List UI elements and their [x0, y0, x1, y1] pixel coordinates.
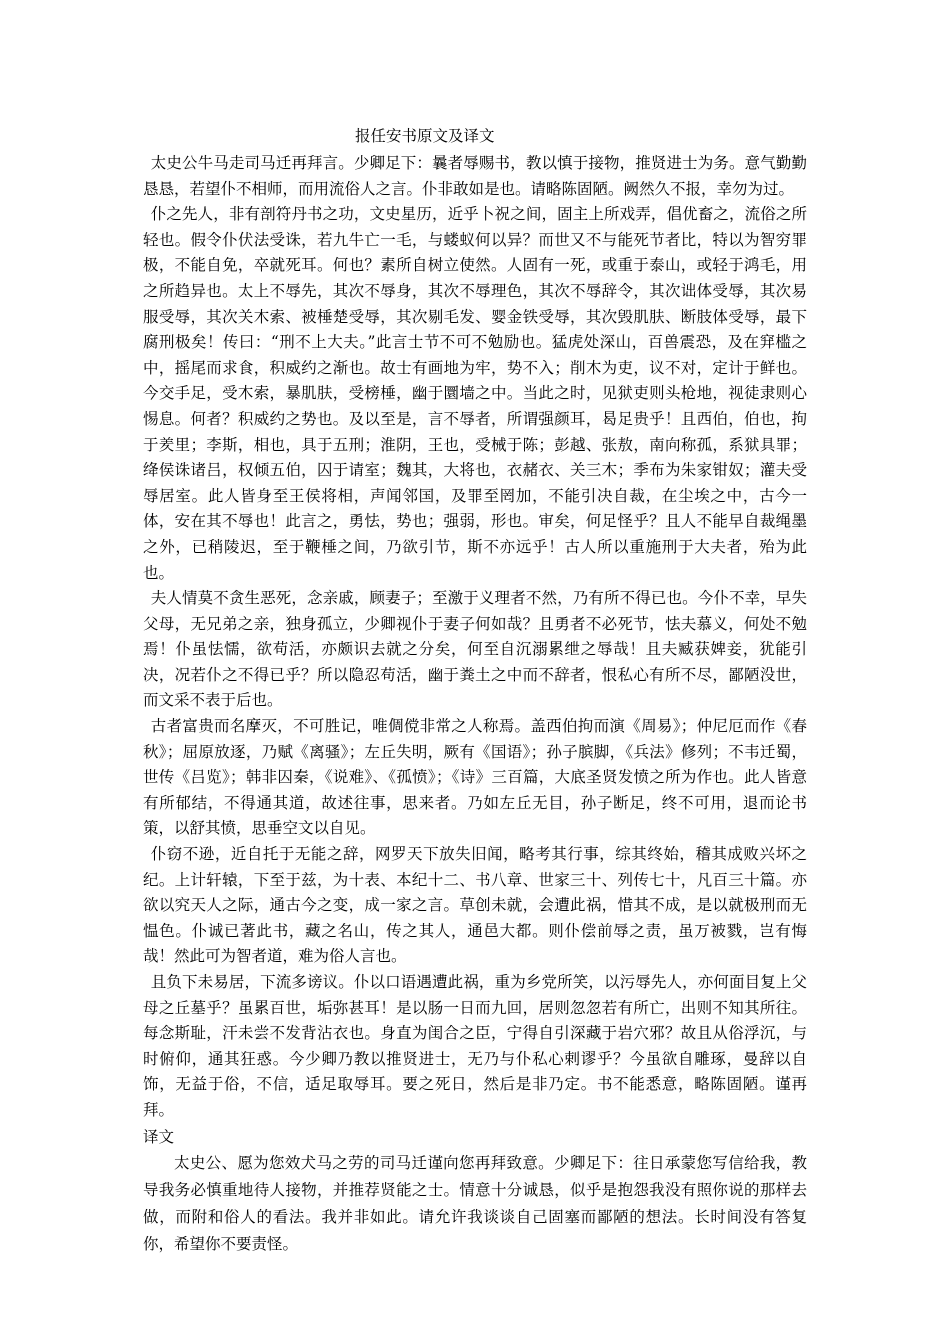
- paragraph-ancestors: 仆之先人，非有剖符丹书之功，文史星历，近乎卜祝之间，固主上所戏弄，倡优畜之，流俗之所轻也。假令仆伏法受诛，若九牛亡一毛，与蝼蚁何以异？而世又不与能死节者比，特以为智穷罪极，不能自免，卒就死耳。何也？素所自树立使然。人固有一死，或重于泰山，或轻于鸿毛，用之所趋异也。太上不辱先，其次不辱身，其次不辱理色，其次不辱辞令，其次诎体受辱，其次易服受辱，其次关木索、被棰楚受辱，其次剔毛发、婴金铁受辱，其次毁肌肤、断肢体受辱，最下腐刑极矣！传曰：“刑不上大夫。”此言士节不可不勉励也。猛虎处深山，百兽震恐，及在穽槛之中，摇尾而求食，积威约之渐也。故士有画地为牢，势不入；削木为吏，议不对，定计于鲜也。今交手足，受木索，暴肌肤，受榜棰，幽于圜墙之中。当此之时，见狱吏则头枪地，视徒隶则心惕息。何者？积威约之势也。及以至是，言不辱者，所谓强颜耳，曷足贵乎！且西伯，伯也，拘于羑里；李斯，相也，具于五刑；淮阴，王也，受械于陈；彭越、张敖，南向称孤，系狱具罪；绛侯诛诸吕，权倾五伯，囚于请室；魏其，大将也，衣赭衣、关三木；季布为朱家钳奴；灌夫受辱居室。此人皆身至王侯将相，声闻邻国，及罪至罔加，不能引决自裁，在尘埃之中，古今一体，安在其不辱也！此言之，勇怯，势也；强弱，形也。审矣，何足怪乎？且人不能早自裁绳墨之外，已稍陵迟，至于鞭棰之间，乃欲引节，斯不亦远乎！古人所以重施刑于大夫者，殆为此也。: [143, 205, 807, 582]
- document-title: 报任安书原文及译文: [355, 127, 495, 145]
- paragraph-human-nature: 夫人情莫不贪生恶死，念亲戚，顾妻子；至激于义理者不然，乃有所不得已也。今仆不幸，早失父母，无兄弟之亲，独身孤立，少卿视仆于妻子何如哉？且勇者不必死节，怯夫慕义，何处不勉焉！仆虽怯懦，欲苟活，亦颇识去就之分矣，何至自沉溺累绁之辱哉！且夫臧获婢妾，犹能引决，况若仆之不得已乎？所以隐忍苟活，幽于粪土之中而不辞者，恨私心有所不尽，鄙陋没世，而文采不表于后也。: [143, 589, 807, 710]
- document-page: [143, 122, 807, 1258]
- translation-heading: 译文: [143, 1127, 175, 1146]
- paragraph-ancients: 古者富贵而名摩灭，不可胜记，唯倜傥非常之人称焉。盖西伯拘而演《周易》；仲尼厄而作《春秋》；屈原放逐，乃赋《离骚》；左丘失明，厥有《国语》；孙子膑脚，《兵法》修列；不韦迁蜀，世传《吕览》；韩非囚秦，《说难》、《孤愤》；《诗》三百篇，大底圣贤发愤之所为作也。此人皆意有所郁结，不得通其道，故述往事，思来者。乃如左丘无目，孙子断足，终不可用，退而论书策，以舒其愤，思垂空文以自见。: [143, 717, 807, 838]
- paragraph-opening: 太史公牛马走司马迁再拜言。少卿足下：曩者辱赐书，教以慎于接物，推贤进士为务。意气勤勤恳恳，若望仆不相师，而用流俗人之言。仆非敢如是也。请略陈固陋。阙然久不报，幸勿为过。: [143, 154, 807, 198]
- translation-paragraph: 太史公、愿为您效犬马之劳的司马迁谨向您再拜致意。少卿足下：往日承蒙您写信给我，教导我务必慎重地待人接物，并推荐贤能之士。情意十分诚恳，似乎是抱怨我没有照你说的那样去做，而附和俗人的看法。我并非如此。请允许我谈谈自己固塞而鄙陋的想法。长时间没有答复你，希望你不要责怪。: [143, 1153, 807, 1253]
- paragraph-closing: 且负下未易居，下流多谤议。仆以口语遇遭此祸，重为乡党所笑，以污辱先人，亦何面目复上父母之丘墓乎？虽累百世，垢弥甚耳！是以肠一日而九回，居则忽忽若有所亡，出则不知其所往。每念斯耻，汗未尝不发背沾衣也。身直为闺合之臣，宁得自引深藏于岩穴邪？故且从俗浮沉，与时俯仰，通其狂惑。今少卿乃教以推贤进士，无乃与仆私心剌谬乎？今虽欲自雕琢，曼辞以自饰，无益于俗，不信，适足取辱耳。要之死日，然后是非乃定。书不能悉意，略陈固陋。谨再拜。: [143, 973, 807, 1119]
- paragraph-history-work: 仆窃不逊，近自托于无能之辞，网罗天下放失旧闻，略考其行事，综其终始，稽其成败兴坏之纪。上计轩辕，下至于兹，为十表、本纪十二、书八章、世家三十、列传七十，凡百三十篇。亦欲以究天人之际，通古今之变，成一家之言。草创未就，会遭此祸，惜其不成，是以就极刑而无愠色。仆诚已著此书，藏之名山，传之其人，通邑大都。则仆偿前辱之责，虽万被戮，岂有悔哉！然此可为智者道，难为俗人言也。: [143, 845, 807, 966]
